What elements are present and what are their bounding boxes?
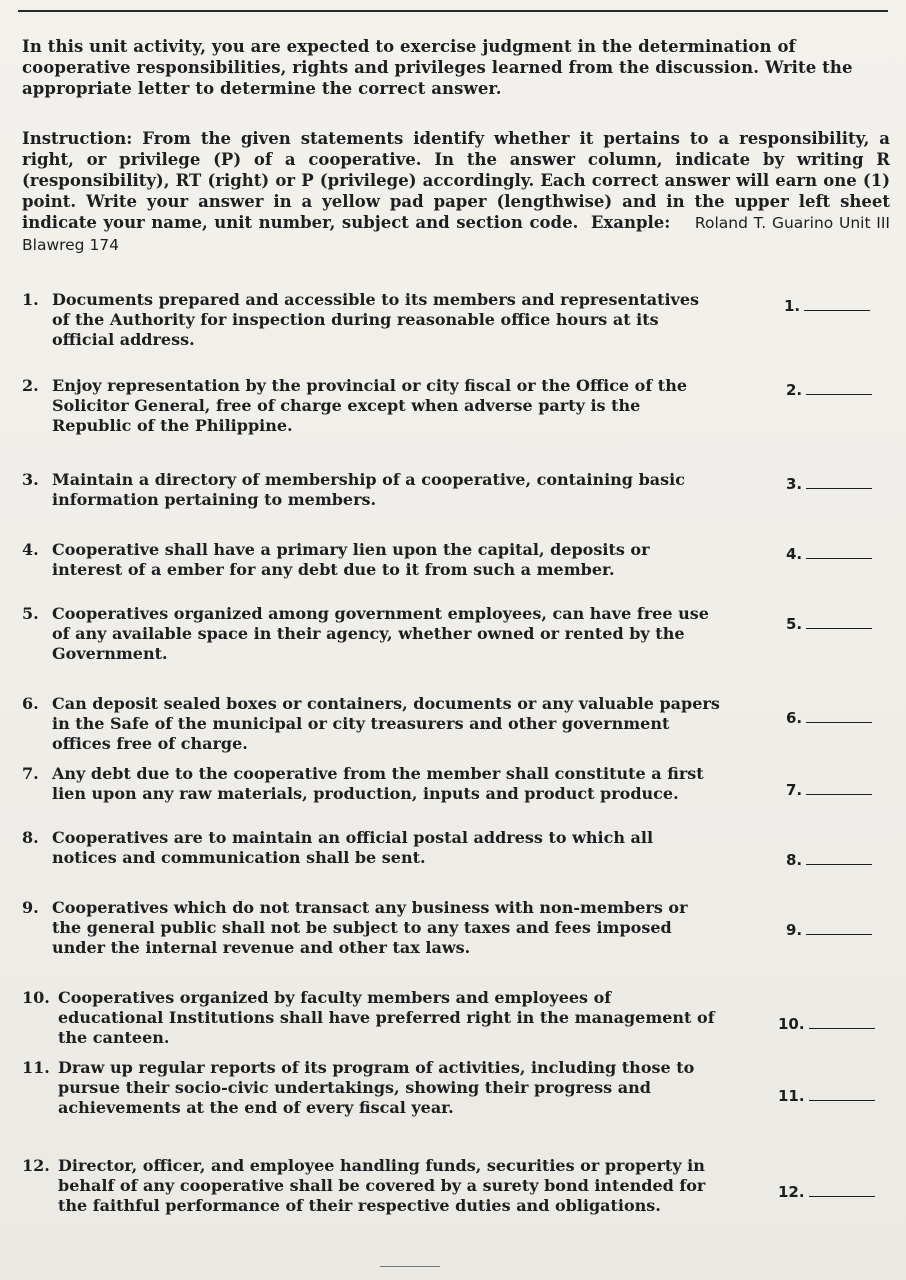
answer-number: 12. (778, 1183, 805, 1201)
instruction-body: From the given statements identify whether it pertains to a responsibility, a right, or privilege (P) of a cooperative. In the answer column, indicate by writing R (responsibility), RT (right) or P (privilege) accordingly. Each correct answer will earn one (1) point. Write your answer in a yellow pad paper (lengthwise) and in the upper left sheet indicate your name, unit number, subject and section code. (22, 129, 890, 232)
example-label: Exanple: (590, 213, 671, 232)
instruction-lead: Instruction: (22, 129, 133, 148)
question-item (22, 898, 722, 958)
answer-line (806, 920, 872, 935)
question-item (22, 988, 722, 1048)
question-text: Cooperatives organized by faculty members and employees of educational Institutions shall have preferred right in the management of the canteen. (58, 988, 715, 1047)
question-item (22, 290, 722, 350)
bottom-mark (380, 1266, 440, 1267)
answer-line (806, 708, 872, 723)
answer-line (806, 474, 872, 489)
answer-line (809, 1182, 875, 1197)
answer-blank[interactable] (786, 544, 872, 563)
answer-blank[interactable] (778, 1014, 875, 1033)
intro-paragraph: In this unit activity, you are expected to exercise judgment in the determination of cooperative responsibilities, rights and privileges learned from the discussion. Write the appropriate letter to determine the correct answer. (22, 37, 853, 98)
answer-number: 3. (786, 475, 803, 493)
answer-number: 10. (778, 1015, 805, 1033)
question-text: Cooperatives are to maintain an official postal address to which all notices and communication shall be sent. (52, 828, 654, 867)
question-number: 7. (22, 764, 39, 783)
answer-blank[interactable] (786, 920, 872, 939)
answer-blank[interactable] (784, 296, 870, 315)
answer-blank[interactable] (786, 474, 872, 493)
question-item (22, 1058, 722, 1118)
question-number: 9. (22, 898, 39, 917)
question-item (22, 1156, 722, 1216)
answer-number: 7. (786, 781, 803, 799)
answer-number: 9. (786, 921, 803, 939)
question-text: Director, officer, and employee handling funds, securities or property in behalf of any cooperative shall be covered by a surety bond intended for the faithful performance of their respective duties and obligations. (58, 1156, 706, 1215)
question-item (22, 376, 722, 436)
question-number: 6. (22, 694, 39, 713)
question-number: 11. (22, 1058, 50, 1077)
question-item (22, 828, 722, 868)
question-number: 2. (22, 376, 39, 395)
question-number: 5. (22, 604, 39, 623)
answer-line (809, 1086, 875, 1101)
question-number: 4. (22, 540, 39, 559)
answer-line (809, 1014, 875, 1029)
question-text: Cooperatives organized among government employees, can have free use of any available space in their agency, whether owned or rented by the Government. (52, 604, 709, 663)
answer-number: 11. (778, 1087, 805, 1105)
question-text: Documents prepared and accessible to its members and representatives of the Authority for inspection during reasonable office hours at its official address. (52, 290, 700, 349)
answer-number: 1. (784, 297, 801, 315)
answer-blank[interactable] (786, 380, 872, 399)
question-number: 8. (22, 828, 39, 847)
example-value: Roland T. Guarino Unit III Blawreg 174 (22, 214, 890, 254)
question-number: 1. (22, 290, 39, 309)
question-number: 10. (22, 988, 50, 1007)
answer-line (806, 780, 872, 795)
question-text: Cooperatives which do not transact any business with non-members or the general public shall not be subject to any taxes and fees imposed under the internal revenue and other tax laws. (52, 898, 688, 957)
question-number: 12. (22, 1156, 50, 1175)
answer-line (804, 296, 870, 311)
question-text: Draw up regular reports of its program of activities, including those to pursue their socio-civic undertakings, showing their progress and achievements at the end of every fiscal year. (58, 1058, 695, 1117)
question-text: Cooperative shall have a primary lien upon the capital, deposits or interest of a ember for any debt due to it from such a member. (52, 540, 650, 579)
question-text: Enjoy representation by the provincial or city fiscal or the Office of the Solicitor General, free of charge except when adverse party is the Republic of the Philippine. (52, 376, 688, 435)
answer-blank[interactable] (786, 708, 872, 727)
answer-line (806, 544, 872, 559)
question-number: 3. (22, 470, 39, 489)
answer-number: 6. (786, 709, 803, 727)
question-item (22, 604, 722, 664)
answer-line (806, 850, 872, 865)
answer-number: 5. (786, 615, 803, 633)
question-item (22, 470, 722, 510)
answer-line (806, 380, 872, 395)
answer-number: 4. (786, 545, 803, 563)
answer-number: 8. (786, 851, 803, 869)
question-item (22, 694, 722, 754)
answer-line (806, 614, 872, 629)
question-item (22, 540, 722, 580)
answer-blank[interactable] (778, 1182, 875, 1201)
answer-blank[interactable] (786, 850, 872, 869)
question-text: Can deposit sealed boxes or containers, documents or any valuable papers in the Safe of the municipal or city treasurers and other government offices free of charge. (52, 694, 720, 753)
question-text: Any debt due to the cooperative from the member shall constitute a first lien upon any raw materials, production, inputs and product produce. (52, 764, 704, 803)
question-text: Maintain a directory of membership of a cooperative, containing basic information pertaining to members. (52, 470, 685, 509)
question-item (22, 764, 722, 804)
answer-blank[interactable] (778, 1086, 875, 1105)
answer-number: 2. (786, 381, 803, 399)
answer-blank[interactable] (786, 780, 872, 799)
answer-blank[interactable] (786, 614, 872, 633)
